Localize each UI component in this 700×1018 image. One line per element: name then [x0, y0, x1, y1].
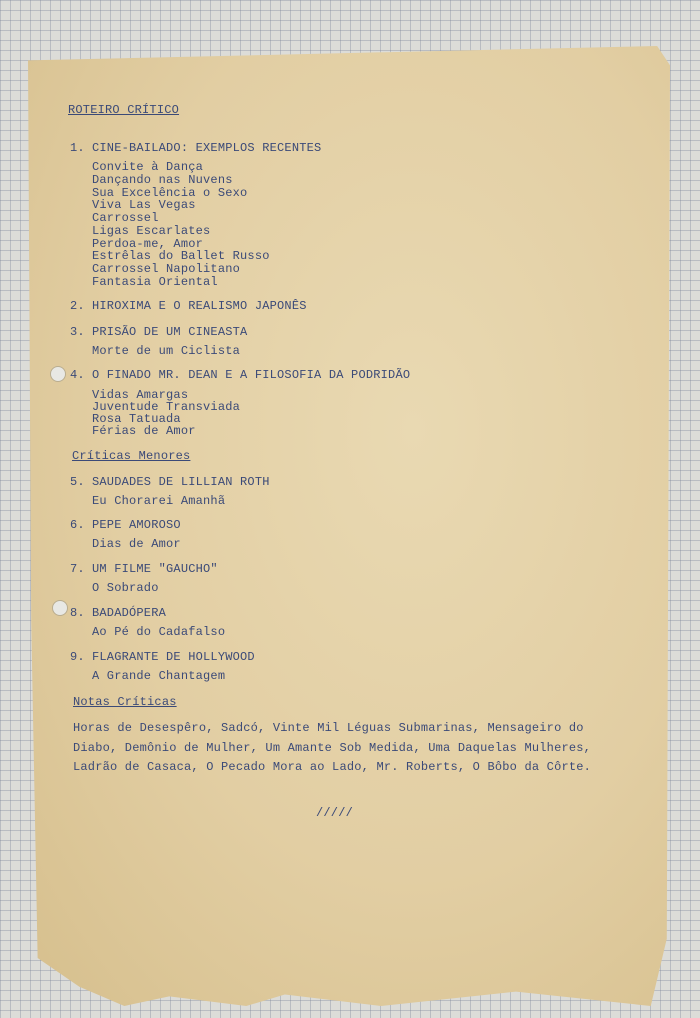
- item-number: 6.: [70, 518, 85, 532]
- sub-item: Carrossel: [92, 211, 159, 225]
- list-item-7: [70, 562, 218, 576]
- sub-item: Viva Las Vegas: [92, 198, 196, 212]
- sub-item: Rosa Tatuada: [92, 412, 181, 426]
- sub-item: Estrêlas do Ballet Russo: [92, 249, 270, 263]
- item-number: 4.: [70, 368, 85, 382]
- sub-item: Dançando nas Nuvens: [92, 173, 233, 187]
- item-title: PEPE AMOROSO: [92, 518, 181, 532]
- notes-heading: Notas Críticas: [73, 695, 177, 709]
- item-number: 2.: [70, 299, 85, 313]
- sub-item: Morte de um Ciclista: [92, 344, 241, 358]
- sub-item: Perdoa-me, Amor: [92, 237, 204, 251]
- item-title: SAUDADES DE LILLIAN ROTH: [92, 475, 270, 489]
- sub-item: Dias de Amor: [92, 537, 181, 551]
- item-number: 1.: [70, 141, 85, 155]
- list-item-1: [70, 141, 321, 155]
- sub-item: Vidas Amargas: [92, 388, 189, 402]
- list-item-2: [70, 299, 307, 313]
- item-number: 8.: [70, 606, 85, 620]
- sub-item: Carrossel Napolitano: [92, 262, 241, 276]
- item-number: 7.: [70, 562, 85, 576]
- list-item-4: [70, 368, 410, 382]
- sub-item: Ao Pé do Cadafalso: [92, 625, 226, 639]
- item-number: 5.: [70, 475, 85, 489]
- item-title: PRISÃO DE UM CINEASTA: [92, 325, 248, 339]
- item-title: FLAGRANTE DE HOLLYWOOD: [92, 650, 255, 664]
- sub-item: Fantasia Oriental: [92, 275, 218, 289]
- list-item-3: [70, 325, 247, 339]
- item-number: 9.: [70, 650, 85, 664]
- list-item-5: [70, 475, 270, 489]
- item-number: 3.: [70, 325, 85, 339]
- item-title: UM FILME "GAUCHO": [92, 562, 218, 576]
- sub-item: Juventude Transviada: [92, 400, 241, 414]
- end-mark: /////: [316, 806, 354, 820]
- item-title: HIROXIMA E O REALISMO JAPONÊS: [92, 299, 307, 313]
- list-item-9: [70, 650, 255, 664]
- sub-item: Ligas Escarlates: [92, 224, 211, 238]
- sub-item: Convite à Dança: [92, 160, 204, 174]
- notes-text: Horas de Desespêro, Sadcó, Vinte Mil Léguas Submarinas, Mensageiro do Diabo, Demônio de Mulher, Um Amante Sob Medida, Uma Daquelas Mulheres, Ladrão de Casaca, O Pecado Mora ao Lado, Mr. Roberts, O Bôbo da Côrte.: [73, 721, 592, 774]
- minor-critiques-heading: Críticas Menores: [72, 449, 191, 463]
- item-title: BADADÓPERA: [92, 606, 167, 620]
- page-title: ROTEIRO CRÍTICO: [68, 103, 180, 117]
- list-item-6: [70, 518, 181, 532]
- sub-item: Eu Chorarei Amanhã: [92, 494, 226, 508]
- item-title: CINE-BAILADO: EXEMPLOS RECENTES: [92, 141, 322, 155]
- sub-item: Férias de Amor: [92, 424, 196, 438]
- sub-item: O Sobrado: [92, 581, 159, 595]
- sub-item: Sua Excelência o Sexo: [92, 186, 248, 200]
- sub-item: A Grande Chantagem: [92, 669, 226, 683]
- list-item-8: [70, 606, 166, 620]
- item-title: O FINADO MR. DEAN E A FILOSOFIA DA PODRIDÃO: [92, 368, 411, 382]
